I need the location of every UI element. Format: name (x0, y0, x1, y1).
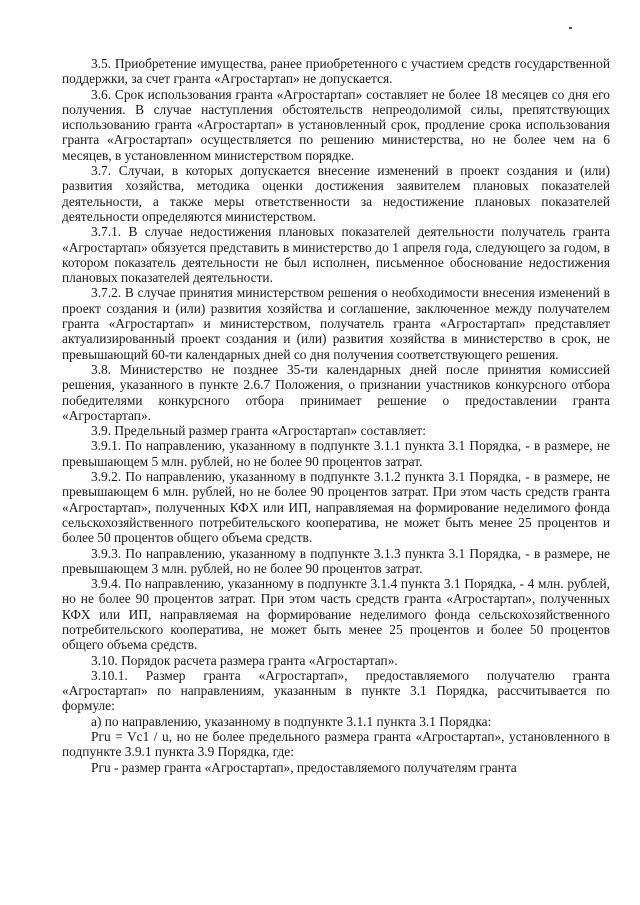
scan-mark (569, 27, 572, 29)
paragraph-3-7-1: 3.7.1. В случае недостижения плановых показателей деятельности получатель гранта «Агростартап» обязуется представить в министерство до 1 апреля года, следующего за годом, в котором показатель деятельности не был исполнен, письменное обоснование недостижения плановых показателей деятельности. (62, 224, 610, 286)
paragraph-3-8: 3.8. Министерство не позднее 35-ти календарных дней после принятия комиссией решения, указанного в пункте 2.6.7 Положения, о признании участников конкурсного отбора победителями конкурсного отбора принимает решение о предоставлении гранта «Агростартап». (62, 361, 610, 423)
paragraph-formula-definition: Pгu - размер гранта «Агростартап», предоставляемого получателям гранта (91, 759, 517, 775)
document-body (62, 56, 610, 775)
paragraph-3-7: 3.7. Случаи, в которых допускается внесение изменений в проект создания и (или) развития хозяйства, методика оценки достижения заявителем плановых показателей деятельности, а также меры ответственности за недостижение плановых показателей деятельности определяются министерством. (62, 163, 610, 224)
paragraph-3-9-2: 3.9.2. По направлению, указанному в подпункте 3.1.2 пункта 3.1 Порядка, - в размере, не превышающем 6 млн. рублей, но не более 90 процентов затрат. При этом часть средств гранта «Агростартап», полученных КФХ или ИП, направляемая на формирование неделимого фонда сельскохозяйственного потребительского кооператива, не может быть менее 25 процентов и более 50 процентов общего объема средств. (62, 469, 610, 546)
paragraph-3-9: 3.9. Предельный размер гранта «Агростартап» составляет: (91, 423, 426, 439)
paragraph-3-9-3: 3.9.3. По направлению, указанному в подпункте 3.1.3 пункта 3.1 Порядка, - в размере, не превышающем 3 млн. рублей, но не более 90 процентов затрат. (62, 545, 610, 576)
paragraph-formula: Pгu = Vc1 / u, но не более предельного размера гранта «Агростартап», установленного в подпункте 3.9.1 пункта 3.9 Порядка, где: (62, 729, 610, 760)
paragraph-3-9-4: 3.9.4. По направлению, указанному в подпункте 3.1.4 пункта 3.1 Порядка, - 4 млн. рублей, но не более 90 процентов затрат. При этом часть средств гранта «Агростартап», полученных КФХ или ИП, направляемая на формирование неделимого фонда сельскохозяйственного потребительского кооператива, не может быть менее 25 процентов и более 50 процентов общего объема средств. (62, 576, 610, 653)
paragraph-3-10: 3.10. Порядок расчета размера гранта «Агростартап». (91, 652, 398, 668)
paragraph-item-a: а) по направлению, указанному в подпункте 3.1.1 пункта 3.1 Порядка: (91, 713, 492, 729)
paragraph-3-6: 3.6. Срок использования гранта «Агростартап» составляет не более 18 месяцев со дня его получения. В случае наступления обстоятельств непреодолимой силы, препятствующих использованию гранта «Агростартап» в установленный срок, продление срока использования гранта «Агростартап» осуществляется по решению министерства, но не более чем на 6 месяцев, в установленном министерством порядке. (62, 86, 610, 163)
paragraph-3-7-2: 3.7.2. В случае принятия министерством решения о необходимости внесения изменений в проект создания и (или) развития хозяйства и соглашение, заключенное между получателем гранта «Агростартап» и министерством, получатель гранта «Агростартап» представляет актуализированный проект создания и (или) развития хозяйства в министерство в срок, не превышающий 60-ти календарных дней со дня получения соответствующего решения. (62, 285, 610, 362)
paragraph-3-9-1: 3.9.1. По направлению, указанному в подпункте 3.1.1 пункта 3.1 Порядка, - в размере, не превышающем 5 млн. рублей, но не более 90 процентов затрат. (62, 438, 610, 469)
paragraph-3-10-1: 3.10.1. Размер гранта «Агростартап», предоставляемого получателю гранта «Агростартап» по направлениям, указанным в пункте 3.1 Порядка, рассчитывается по формуле: (62, 667, 610, 714)
paragraph-3-5: 3.5. Приобретение имущества, ранее приобретенного с участием средств государственной поддержки, за счет гранта «Агростартап» не допускается. (62, 56, 610, 87)
